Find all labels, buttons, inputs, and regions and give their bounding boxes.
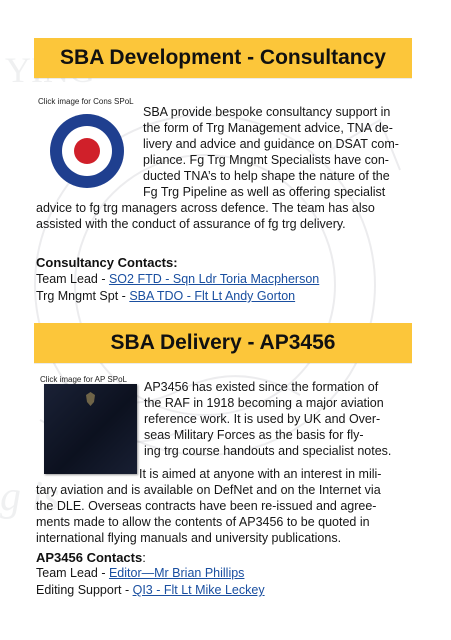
consultancy-description-full — [36, 200, 375, 232]
body-line: advice to fg trg managers across defence. The team has also — [36, 201, 375, 215]
body-line: the DLE. Overseas contracts have been re-issued and agree- — [36, 499, 377, 513]
contact-link[interactable]: Editor—Mr Brian Phillips — [108, 566, 245, 580]
section-title: SBA Development - Consultancy — [60, 46, 386, 69]
body-line: SBA provide bespoke consultancy support in — [143, 105, 391, 119]
body-line: livery and advice and guidance on DSAT com- — [143, 137, 399, 151]
contact-link[interactable]: QI3 - Flt Lt Mike Leckey — [132, 583, 265, 597]
body-line: ing trg course handouts and specialist notes. — [144, 444, 392, 458]
body-line: seas Military Forces as the basis for fly- — [144, 428, 364, 442]
body-line: pliance. Fg Trg Mngmt Specialists have con- — [143, 153, 389, 167]
contact-row — [36, 583, 265, 597]
click-image-label: Click image for Cons SPoL — [38, 97, 134, 106]
contact-row — [36, 272, 319, 286]
consultancy-description-wrapped — [143, 104, 399, 200]
section-banner-consultancy — [34, 38, 412, 78]
ap3456-book-icon[interactable] — [44, 384, 137, 474]
contact-role: Team Lead - — [36, 272, 109, 286]
contact-link[interactable]: SO2 FTD - Sqn Ldr Toria Macpherson — [108, 272, 320, 286]
heading-suffix: : — [142, 550, 146, 565]
body-line: Fg Trg Pipeline as well as offering specialist — [143, 185, 386, 199]
svg-text:g is: g is — [0, 474, 60, 520]
contact-link[interactable]: SBA TDO - Flt Lt Andy Gorton — [129, 289, 296, 303]
ap3456-description-full — [36, 466, 381, 546]
contact-role: Trg Mngmt Spt - — [36, 289, 130, 303]
crest-icon — [85, 392, 96, 406]
contact-row — [36, 566, 244, 580]
body-line: It is aimed at anyone with an interest in mili- — [139, 467, 382, 481]
body-line: the form of Trg Management advice, TNA de- — [143, 121, 393, 135]
body-line: international flying manuals and university publications. — [36, 531, 342, 545]
heading-text: AP3456 Contacts — [36, 550, 143, 565]
contact-role: Editing Support - — [36, 583, 133, 597]
raf-roundel-icon[interactable] — [49, 113, 125, 189]
body-line: tary aviation and is available on DefNet and on the Internet via — [36, 483, 381, 497]
click-image-label: Click image for AP SPoL — [40, 375, 128, 384]
body-line: AP3456 has existed since the formation of — [144, 380, 379, 394]
contact-row — [36, 289, 295, 303]
ap3456-description-wrapped — [144, 379, 391, 459]
body-line: the RAF in 1918 becoming a major aviation — [144, 396, 384, 410]
consultancy-contacts-heading: Consultancy Contacts: — [36, 255, 178, 270]
section-title: SBA Delivery - AP3456 — [110, 331, 336, 354]
ap3456-contacts-heading — [36, 550, 146, 565]
contact-role: Team Lead - — [36, 566, 109, 580]
section-banner-delivery — [34, 323, 412, 363]
body-line: assisted with the conduct of assurance of fg trg delivery. — [36, 217, 346, 231]
body-line: reference work. It is used by UK and Over- — [144, 412, 381, 426]
body-line: ments made to allow the contents of AP3456 to be quoted in — [36, 515, 370, 529]
body-line: ducted TNA’s to help shape the nature of the — [143, 169, 390, 183]
